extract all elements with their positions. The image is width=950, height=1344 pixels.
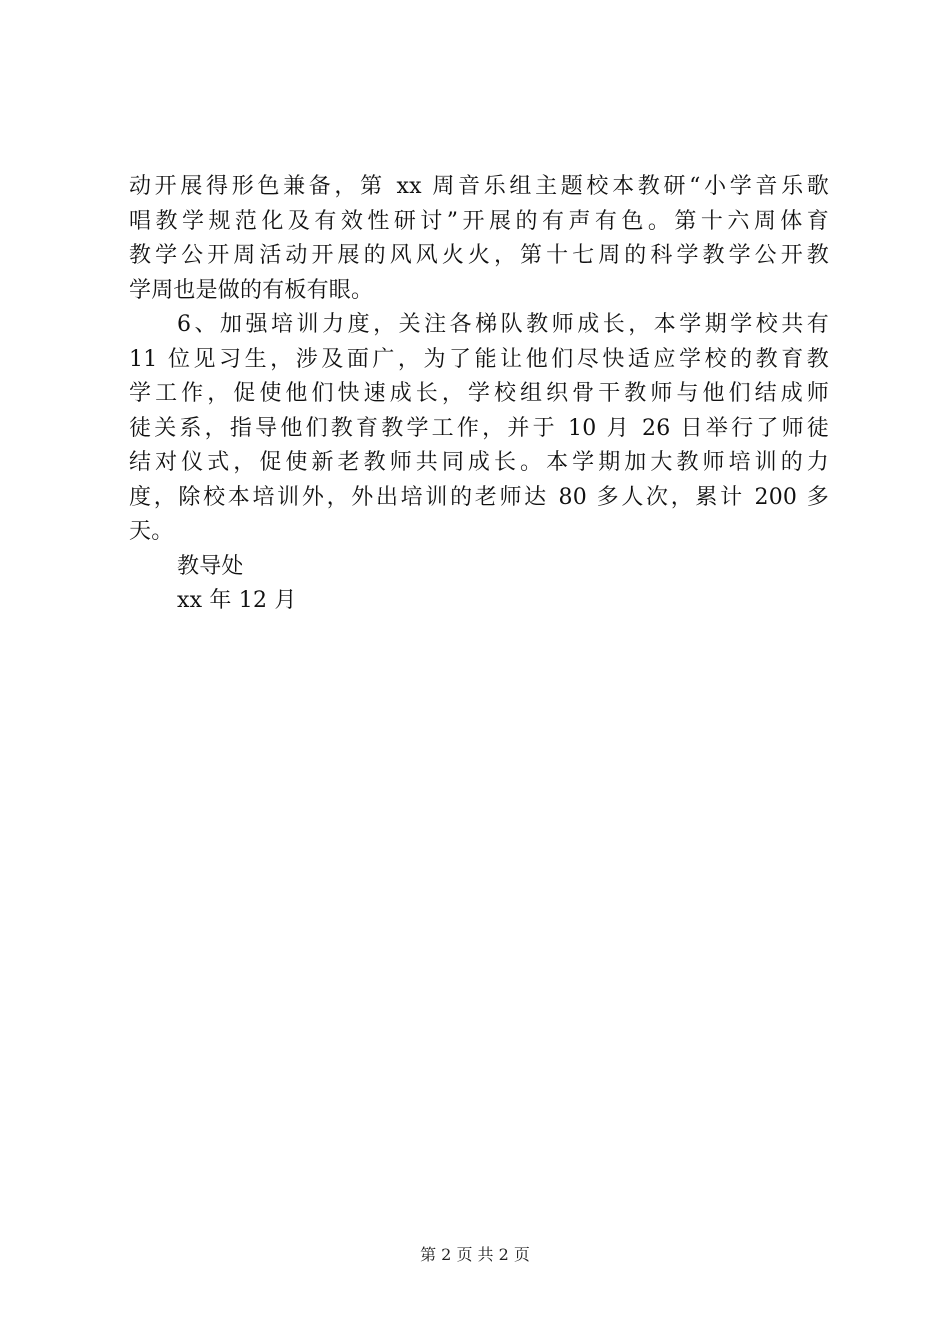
paragraph-1-line-2: 唱教学规范化及有效性研讨”开展的有声有色。第十六周体育 [129,208,829,234]
page-footer: 第 2 页 共 2 页 [420,1245,530,1264]
paragraph-2-line-2: 11 位见习生，涉及面广，为了能让他们尽快适应学校的教育教 [129,346,829,372]
paragraph-1-line-4: 学周也是做的有板有眼。 [129,277,374,303]
signature-date: xx 年 12 月 [177,588,297,613]
paragraph-2-line-6: 度，除校本培训外，外出培训的老师达 80 多人次，累计 200 多 [129,484,829,510]
paragraph-2-line-3: 学工作，促使他们快速成长，学校组织骨干教师与他们结成师 [129,381,829,406]
paragraph-2-line-4: 徒关系，指导他们教育教学工作，并于 10 月 26 日举行了师徒 [129,415,829,441]
paragraph-1-line-3: 教学公开周活动开展的风风火火，第十七周的科学教学公开教 [129,243,829,268]
paragraph-2-line-7: 天。 [129,519,174,544]
document-body [129,170,829,619]
paragraph-2-line-1: 6、加强培训力度，关注各梯队教师成长，本学期学校共有 [177,312,829,337]
paragraph-1-line-1: 动开展得形色兼备，第 xx 周音乐组主题校本教研“小学音乐歌 [129,174,829,199]
paragraph-2-line-5: 结对仪式，促使新老教师共同成长。本学期加大教师培训的力 [129,450,829,475]
signature-department: 教导处 [177,553,244,579]
